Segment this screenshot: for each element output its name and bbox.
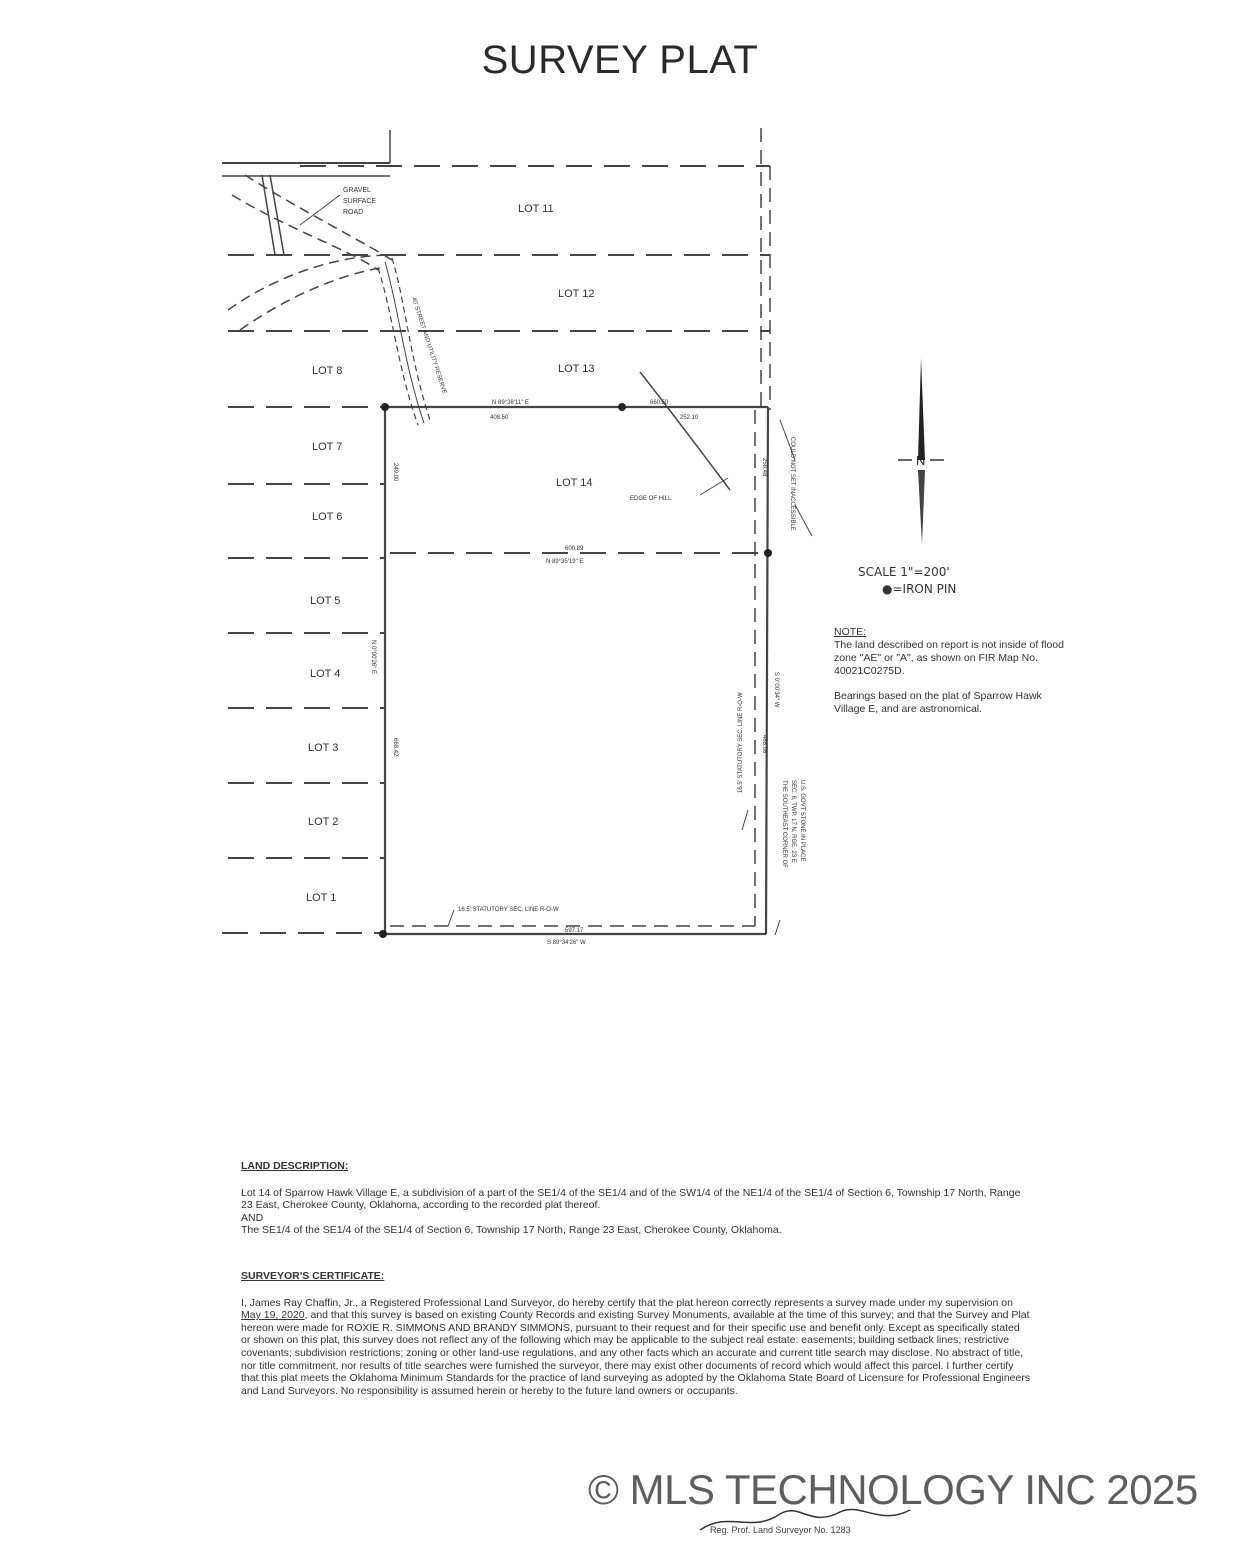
distance-label: 258.48 <box>761 458 767 477</box>
iron-pin-legend: ●=IRON PIN <box>882 582 957 596</box>
certificate-text: , and that this survey is based on existing County Records and existing Survey Monuments, available at the time of this survey; and that the Survey and Plat hereon were made for ROXIE R. SIMMONS AND BRANDY SIMMONS, pursuant to their request and for their specific use and benefit only. Except as specifically stated or shown on this plat, this survey does not reflect any of the following which may be applicable to the subject real estate: easements; building setback lines; restrictive covenants; subdivision restrictions; zoning or other land-use regulations, and any other facts which an accurate and current title search may disclose. No abstract of title, nor title commitment, nor results of title searches were furnished the surveyor, there may exist other documents of record which would affect this parcel. I further certify that this plat meets the Oklahoma Minimum Standards for the practice of land surveying as adopted by the Oklahoma State Board of Licensure for Professional Engineers and Land Surveyors. No responsibility is assumed herein or hereby to the future land owners or occupants. <box>241 1309 1031 1397</box>
edge-of-hill-label: EDGE OF HILL <box>630 496 672 502</box>
land-description <box>241 1160 1031 1237</box>
lot-label: LOT 11 <box>518 203 554 215</box>
land-description-and: AND <box>241 1211 264 1224</box>
bearing-label: S 89°34'26" W <box>547 940 586 946</box>
land-description-para: The SE1/4 of the SE1/4 of the SE1/4 of Section 6, Township 17 North, Range 23 East, Cherokee County, Oklahoma. <box>241 1224 782 1237</box>
watermark: © MLS TECHNOLOGY INC 2025 <box>588 1466 1198 1513</box>
distance-label: 252.10 <box>680 415 699 421</box>
land-description-heading: LAND DESCRIPTION: <box>241 1160 349 1172</box>
distance-label: 597.17 <box>565 928 584 934</box>
certificate-text: I, James Ray Chaffin, Jr., a Registered Professional Land Surveyor, do hereby certify that the plat hereon correctly represents a survey made under my supervision on <box>241 1296 1013 1309</box>
scale-label: SCALE 1"=200' <box>858 565 950 579</box>
road-label: GRAVEL <box>343 187 371 194</box>
signature-caption: Reg. Prof. Land Surveyor No. 1283 <box>710 1525 851 1535</box>
road-label: ROAD <box>343 209 364 216</box>
certificate-heading: SURVEYOR'S CERTIFICATE: <box>241 1270 385 1282</box>
bearing-label: S 0°00'34" W <box>773 672 779 708</box>
corner-label: U.S. GOVT STONE IN PLACE <box>799 780 805 862</box>
north-label: N <box>916 453 926 468</box>
flood-note: The land described on report is not inside of flood zone "AE" or "A", as shown on FIR Map No. 40021C0275D. <box>834 639 1064 677</box>
note-block <box>834 626 1074 728</box>
corner-label: THE SOUTHEAST CORNER OF <box>781 780 787 868</box>
statutory-label: 16.5' STATUTORY SEC. LINE R-O-W <box>738 692 744 793</box>
distance-label: 668.42 <box>392 738 398 757</box>
corner-label: SEC. 6, TWP. 17 N, RGE. 23 E <box>790 780 796 863</box>
scale-legend <box>858 564 956 598</box>
lot-label: LOT 6 <box>312 511 343 523</box>
land-description-para: Lot 14 of Sparrow Hawk Village E, a subdivision of a part of the SE1/4 of the SE1/4 and of the SW1/4 of the NE1/4 of the SE1/4 of Section 6, Township 17 North, Range 23 East, Cherokee County, Oklahoma, according to the recorded plat thereof. <box>241 1186 1021 1212</box>
lot-label: LOT 5 <box>310 595 341 607</box>
lot-label: LOT 1 <box>306 892 337 904</box>
bearing-label: N 89°35'19" E <box>546 559 584 565</box>
lot-label: LOT 13 <box>558 363 595 375</box>
statutory-label: 16.5' STATUTORY SEC. LINE R-O-W <box>458 907 559 913</box>
north-arrow-icon <box>898 358 944 545</box>
page-title: SURVEY PLAT <box>481 38 759 82</box>
distance-label: 600.89 <box>565 546 584 552</box>
bearings-note: Bearings based on the plat of Sparrow Hawk Village E, and are astronomical. <box>834 690 1042 715</box>
distance-label: 488.08 <box>761 735 767 754</box>
distance-label: 660.50 <box>650 400 669 406</box>
road-label: SURFACE <box>343 198 377 205</box>
lot-label: LOT 12 <box>558 288 595 300</box>
survey-date: May 19, 2020 <box>241 1309 305 1322</box>
distance-label: 408.50 <box>490 415 509 421</box>
distance-label: 249.00 <box>392 463 398 482</box>
bearing-label: N 89°38'11" E <box>492 400 529 406</box>
lot-label: LOT 2 <box>308 816 339 828</box>
lot-label: LOT 3 <box>308 742 339 754</box>
street-reserve-label: 40' STREET AND UTILITY RESERVE <box>410 296 448 395</box>
could-not-set-label: COULD NOT SET INACCESSIBLE <box>789 437 795 531</box>
lot-label: LOT 14 <box>556 477 593 489</box>
lot-label: LOT 4 <box>310 668 341 680</box>
surveyor-certificate <box>241 1270 1031 1397</box>
note-heading: NOTE: <box>834 626 867 638</box>
certificate-body <box>241 1297 1031 1398</box>
lot-label: LOT 8 <box>312 365 343 377</box>
bearing-label: N 0°00'26" E <box>370 640 376 675</box>
lot-label: LOT 7 <box>312 441 343 453</box>
